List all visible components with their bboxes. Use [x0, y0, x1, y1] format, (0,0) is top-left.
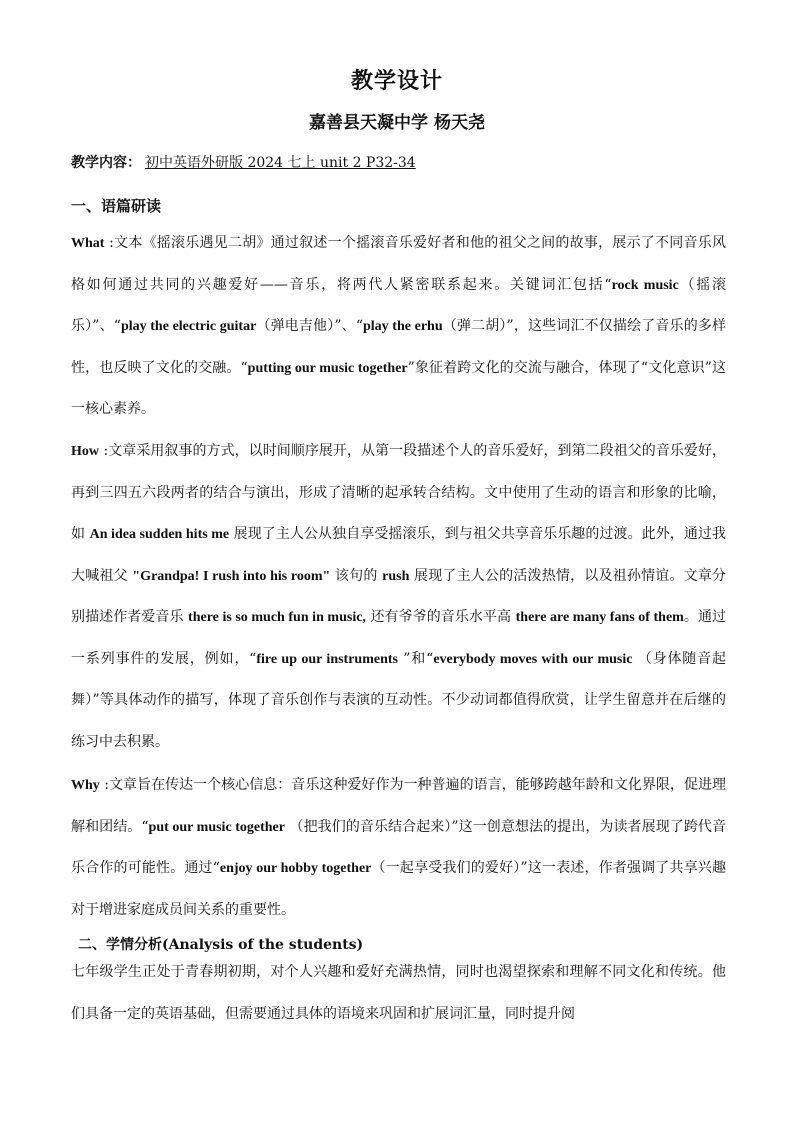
how-term-7: everybody moves with our music — [433, 651, 633, 667]
how-text-4: 展现了主人公的活泼热情，以及祖孙情谊。文章分别描述作者爱音乐 — [71, 567, 727, 625]
how-text-8: （身体随音起舞）”等具体动作的描写，体现了音乐创作与表演的互动性。不少动词都值得欣赏，让学生留意并在后继的练习中去积累。 — [71, 650, 726, 750]
how-text-3: 该句的 — [330, 567, 383, 584]
section-heading-text-analysis: 一、语篇研读 — [71, 197, 162, 215]
what-term-1: rock music — [611, 277, 679, 293]
why-text-1: :文章旨在传达一个核心信息：音乐这种爱好作为一种普遍的语言，能够跨越年龄和文化界限，促进理解和团结。“ — [71, 777, 726, 835]
what-text-1: :文本《摇滚乐遇见二胡》通过叙述一个摇滚音乐爱好者和他的祖父之间的故事，展示了不同音乐风格如何通过共同的兴趣爱好——音乐，将两代人紧密联系起来。关键词汇包括“ — [71, 235, 726, 293]
author-line: 嘉善县天凝中学 杨天尧 — [309, 113, 485, 133]
teaching-content-label: 教学内容： — [71, 155, 141, 171]
how-text-5: 还有爷爷的音乐水平高 — [365, 609, 516, 625]
document-title: 教学设计 — [350, 68, 443, 94]
how-term-3: rush — [382, 568, 410, 584]
why-term-1: put our music together — [148, 819, 285, 835]
why-paragraph — [71, 765, 726, 931]
how-paragraph — [71, 431, 726, 763]
how-lead: How — [71, 444, 99, 459]
why-text-2: （把我们的音乐结合起来）”这一创意想法的提出，为读者展现了跨代音乐合作的可能性。通过“ — [71, 818, 726, 876]
student-analysis-paragraph: 七年级学生正处于青春期初期，对个人兴趣和爱好充满热情，同时也渴望探索和理解不同文化和传统。他们具备一定的英语基础，但需要通过具体的语境来巩固和扩展词汇量，同时提升阅 — [71, 964, 726, 1022]
how-term-5: there are many fans of them — [515, 610, 684, 625]
how-term-2: "Grandpa! I rush into his room" — [132, 568, 331, 584]
what-text-4: （弹二胡）”，这些词汇不仅描绘了音乐的多样性，也反映了文化的交融。“ — [71, 318, 726, 376]
what-term-4: putting our music together — [247, 360, 408, 376]
why-text-3: （一起享受我们的爱好）”这一表述，作者强调了共享兴趣对于增进家庭成员间关系的重要性。 — [71, 860, 726, 918]
what-paragraph — [71, 223, 726, 431]
why-lead: Why — [71, 778, 100, 793]
what-term-2: play the electric guitar — [120, 319, 257, 334]
how-text-7: ”和“ — [398, 650, 434, 667]
what-text-5: ”象征着跨文化的交流与融合，体现了“文化意识”这一核心素养。 — [71, 359, 726, 417]
what-term-3: play the erhu — [362, 319, 443, 334]
how-text-6: 。通过一系列事件的发展，例如，“ — [71, 609, 727, 667]
how-term-6: fire up our instruments — [256, 651, 398, 667]
section-heading-student-analysis: 二、学情分析(Analysis of the students) — [78, 937, 364, 953]
what-lead: What — [71, 236, 105, 251]
how-term-4: there is so much fun in music, — [188, 610, 366, 625]
how-text-2: 展现了主人公从独自享受摇滚乐，到与祖父共享音乐乐趣的过渡。此外，通过我大喊祖父 — [71, 526, 726, 584]
teaching-content-value: 初中英语外研版 2024 七上 unit 2 P32-34 — [145, 155, 416, 171]
what-text-3: （弹电吉他）”、“ — [256, 318, 363, 334]
how-term-1: An idea sudden hits me — [89, 527, 230, 542]
teaching-content-line — [71, 152, 416, 172]
how-text-1: :文章采用叙事的方式，以时间顺序展开，从第一段描述个人的音乐爱好，到第二段祖父的音乐爱好，再到三四五六段两者的结合与演出，形成了清晰的起承转合结构。文中使用了生动的语言和形象的比喻，如 — [71, 443, 726, 542]
why-term-2: enjoy our hobby together — [219, 861, 372, 876]
what-text-2: （摇滚乐）”、“ — [71, 276, 727, 334]
